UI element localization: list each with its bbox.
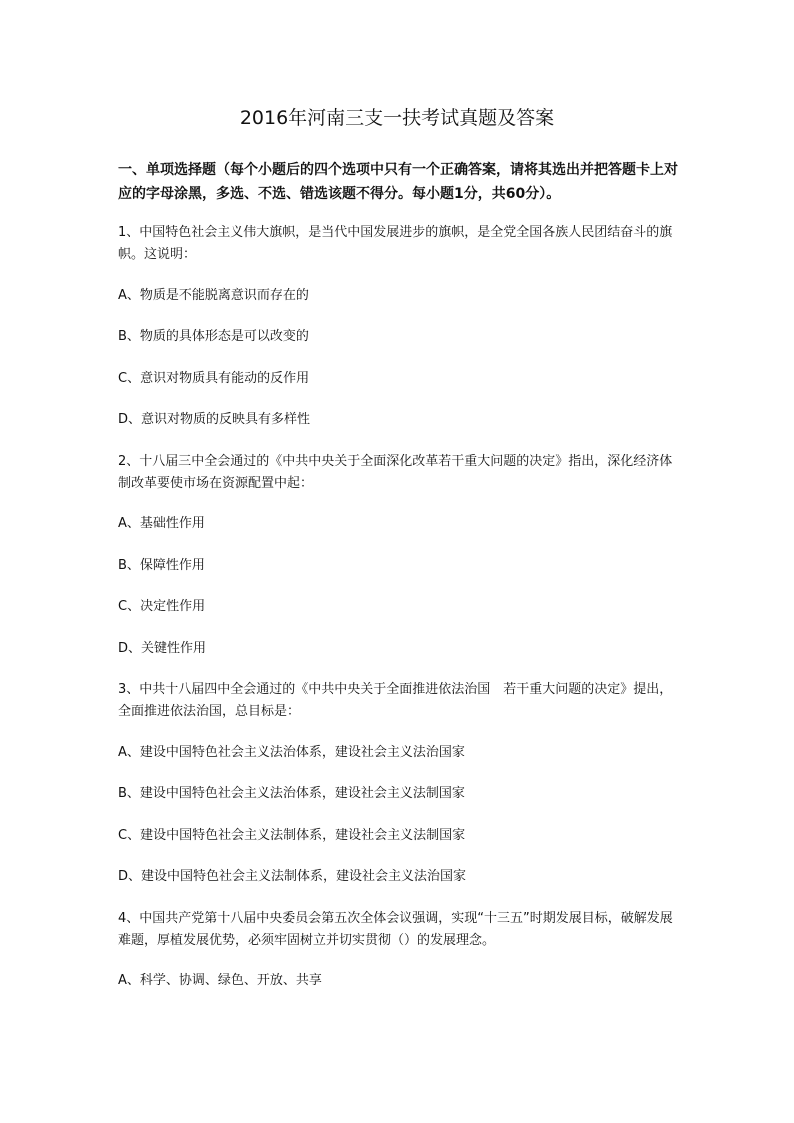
question-2-option-b: B、保障性作用: [118, 558, 205, 573]
section-heading: 一、单项选择题（每个小题后的四个选项中只有一个正确答案，请将其选出并把答题卡上对应的字母涂黑，多选、不选、错选该题不得分。每小题1分，共60分）。: [118, 162, 678, 202]
question-4-stem: 4、中国共产党第十八届中央委员会第五次全体会议强调，实现“十三五”时期发展目标，破解发展难题，厚植发展优势，必须牢固树立并切实贯彻（）的发展理念。: [118, 911, 673, 948]
question-3-option-c: C、建设中国特色社会主义法制体系，建设社会主义法制国家: [118, 828, 466, 843]
question-1-option-d: D、意识对物质的反映具有多样性: [118, 412, 311, 427]
question-4-option-a: A、科学、协调、绿色、开放、共享: [118, 973, 322, 988]
question-2-stem: 2、十八届三中全会通过的《中共中央关于全面深化改革若干重大问题的决定》指出，深化经济体制改革要使市场在资源配置中起：: [118, 454, 673, 491]
question-3-option-b: B、建设中国特色社会主义法治体系，建设社会主义法制国家: [118, 786, 465, 801]
question-1-option-a: A、物质是不能脱离意识而存在的: [118, 288, 309, 303]
question-2-option-a: A、基础性作用: [118, 516, 205, 531]
question-3-option-d: D、建设中国特色社会主义法制体系，建设社会主义法治国家: [118, 869, 467, 884]
question-3-option-a: A、建设中国特色社会主义法治体系，建设社会主义法治国家: [118, 745, 465, 760]
question-1-option-b: B、物质的具体形态是可以改变的: [118, 329, 309, 344]
question-3-stem: 3、中共十八届四中全会通过的《中共中央关于全面推进依法治国 若干重大问题的决定》提出，全面推进依法治国，总目标是：: [118, 682, 673, 719]
question-1-option-c: C、意识对物质具有能动的反作用: [118, 371, 310, 386]
question-1-stem: 1、中国特色社会主义伟大旗帜，是当代中国发展进步的旗帜，是全党全国各族人民团结奋斗的旗帜。这说明：: [118, 225, 673, 262]
question-2-option-d: D、关键性作用: [118, 641, 207, 656]
question-2-option-c: C、决定性作用: [118, 599, 206, 614]
document-title: 2016年河南三支一扶考试真题及答案: [239, 107, 555, 129]
